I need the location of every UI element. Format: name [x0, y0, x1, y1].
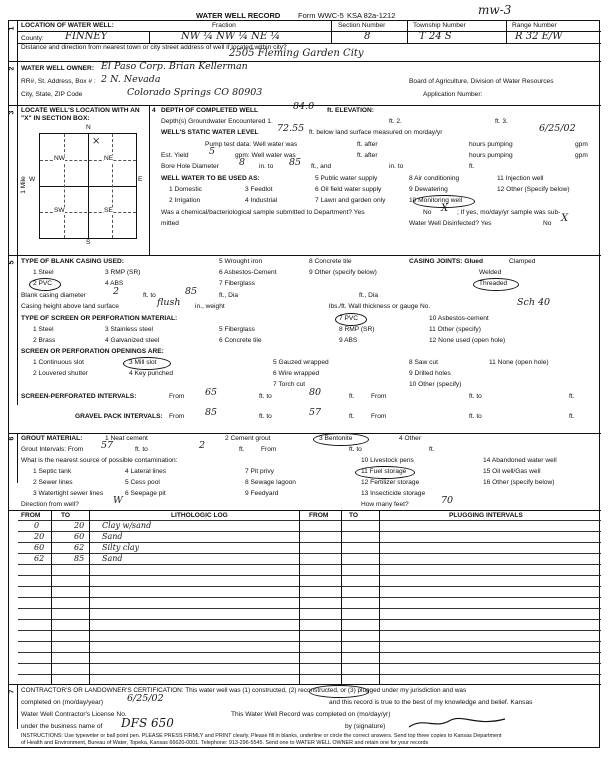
threaded-circle	[473, 278, 519, 291]
grout-to-2: ft. to	[349, 446, 362, 453]
contam-10[interactable]: 10 Livestock pens	[361, 457, 414, 464]
grout-ft-1: ft.	[239, 446, 245, 453]
fraction-value[interactable]: NW ¼ NW ¼ NE ¼	[181, 31, 281, 42]
grout-from-value[interactable]: 57	[101, 440, 114, 451]
groundwater-label: Depth(s) Groundwater Encountered 1.	[161, 118, 273, 125]
grout-intervals-label: Grout Intervals: From	[21, 446, 84, 453]
yield-gpm-end: gpm	[575, 152, 588, 159]
section-2-number: 2	[9, 61, 18, 105]
use-title: WELL WATER TO BE USED AS:	[161, 175, 260, 182]
opening-3[interactable]: 3 Mill slot	[129, 359, 157, 366]
section-6-number: 6	[9, 433, 18, 483]
grout-3[interactable]: 3 Bentonite	[319, 435, 353, 442]
screen-3[interactable]: 3 Stainless steel	[105, 326, 154, 333]
perf-from-2: From	[371, 393, 387, 400]
disinfected-no-mark: X	[561, 213, 569, 224]
yield-label: Est. Yield	[161, 152, 189, 159]
rr-value[interactable]: 2 N. Nevada	[101, 74, 161, 85]
instructions-1: INSTRUCTIONS: Use typewriter or ball point pen. PLEASE PRESS FIRMLY and PRINT clearly. Please fill in blanks, underline or circle the correct answers. Send top three copies to Kansas Department	[21, 733, 502, 739]
section-box[interactable]	[39, 133, 137, 239]
cert-license-label: Water Well Contractor's License No.	[21, 711, 127, 718]
log-cell-to[interactable]: 20	[74, 521, 85, 530]
fraction-label: Fraction	[212, 22, 236, 29]
screen-6[interactable]: 6 Concrete tile	[219, 337, 262, 344]
plug-from-header: FROM	[309, 512, 329, 519]
log-cell-desc[interactable]: Clay w/sand	[102, 521, 152, 530]
contam-15[interactable]: 15 Oil well/Gas well	[483, 468, 541, 475]
constructed-circle	[309, 685, 369, 698]
log-to-header: TO	[61, 512, 71, 519]
plug-to-header: TO	[349, 512, 359, 519]
screen-pvc-circle	[335, 313, 367, 326]
screen-5[interactable]: 5 Fiberglass	[219, 326, 255, 333]
city-label: City, State, ZIP Code	[21, 91, 83, 98]
plugging-header: PLUGGING INTERVALS	[449, 512, 523, 519]
use-8[interactable]: 8 Air conditioning	[409, 175, 460, 182]
grout-to: ft. to	[135, 446, 148, 453]
bore-in-to: in. to	[259, 163, 274, 170]
gravel-ft-2: ft.	[569, 413, 575, 420]
opening-7[interactable]: 7 Torch cut	[273, 381, 306, 388]
owner-label: WATER WELL OWNER:	[21, 65, 95, 72]
bore-in-to-2: in. to	[389, 163, 404, 170]
sec1-title: LOCATION OF WATER WELL:	[21, 22, 114, 29]
contam-title: What is the nearest source of possible contamination:	[21, 457, 178, 464]
log-from-header: FROM	[21, 512, 41, 519]
log-cell-desc[interactable]: Silty clay	[102, 543, 140, 552]
sw-label: SW	[54, 207, 65, 214]
log-cell-from[interactable]: 0	[34, 521, 40, 530]
cert-line-3b: This Water Well Record was completed on (mo/day/yr)	[231, 711, 391, 718]
contam-9[interactable]: 9 Feedyard	[245, 490, 279, 497]
use-3[interactable]: 3 Feedlot	[245, 186, 273, 193]
grout-to-value[interactable]: 2	[199, 440, 206, 451]
casing-9[interactable]: 9 Other (specify below)	[309, 269, 377, 276]
bore-ft: ft., and	[311, 163, 332, 170]
gravel-from-value[interactable]: 85	[205, 407, 218, 418]
use-7[interactable]: 7 Lawn and garden only	[315, 197, 386, 204]
casing-1[interactable]: 1 Steel	[33, 269, 54, 276]
cert-completed-value[interactable]: 6/25/02	[127, 693, 164, 704]
form-number: Form WWC-5	[298, 11, 344, 20]
chem-no[interactable]: No	[423, 209, 432, 216]
township-value[interactable]: T 24 S	[419, 31, 452, 42]
grout-title: GROUT MATERIAL:	[21, 435, 83, 442]
range-label: Range Number	[512, 22, 557, 29]
use-6[interactable]: 6 Oil field water supply	[315, 186, 382, 193]
grout-1[interactable]: 1 Neat cement	[105, 435, 148, 442]
form-title: WATER WELL RECORD	[196, 11, 281, 20]
cert-line-1: CONTRACTOR'S OR LANDOWNER'S CERTIFICATION: This water well was (1) constructed, (2) reconstructed, or (3) plugged under my jurisdiction and was	[21, 687, 467, 694]
distance-label: Distance and direction from nearest town or city street address of well if located within city?	[21, 44, 287, 51]
mill-slot-circle	[123, 357, 171, 370]
township-label: Township Number	[413, 22, 466, 29]
gravel-to-value[interactable]: 57	[309, 407, 322, 418]
contam-14[interactable]: 14 Abandoned water well	[483, 457, 557, 464]
opening-8[interactable]: 8 Saw cut	[409, 359, 438, 366]
cert-business-value[interactable]: DFS 650	[121, 716, 174, 730]
blank-to-value[interactable]: 85	[185, 286, 198, 297]
cert-signature-label: by (signature)	[345, 723, 386, 730]
screen-9[interactable]: 9 ABS	[339, 337, 358, 344]
log-cell-desc[interactable]: Sand	[102, 532, 123, 541]
opening-6[interactable]: 6 Wire wrapped	[273, 370, 320, 377]
cert-completed-label: completed on (mo/day/year)	[21, 699, 104, 706]
log-cell-from[interactable]: 60	[34, 543, 45, 552]
yield-gpm: gpm: Well water was	[235, 152, 296, 159]
contam-8[interactable]: 8 Sewage lagoon	[245, 479, 296, 486]
signature-mark	[405, 715, 515, 731]
elevation-label: ft. ELEVATION:	[327, 107, 375, 114]
blank-dia-2: ft., Dia	[359, 292, 379, 299]
log-cell-to[interactable]: 60	[74, 532, 85, 541]
contam-3[interactable]: 3 Watertight sewer lines	[33, 490, 104, 497]
lbs-label: lbs./ft. Wall thickness or gauge No.	[329, 303, 431, 310]
use-11[interactable]: 11 Injection well	[497, 175, 544, 182]
west-label: W	[29, 176, 36, 183]
perf-to: ft. to	[259, 393, 272, 400]
casing-7[interactable]: 7 Fiberglass	[219, 280, 255, 287]
cert-line-2b: and this record is true to the best of my knowledge and belief. Kansas	[329, 699, 533, 706]
perf-ft-2: ft.	[569, 393, 575, 400]
casing-2[interactable]: 2 PVC	[33, 280, 53, 287]
screen-title: TYPE OF SCREEN OR PERFORATION MATERIAL:	[21, 315, 178, 322]
disinfected-no[interactable]: No	[543, 220, 552, 227]
blank-dia: ft., Dia	[219, 292, 239, 299]
north-label: N	[86, 124, 91, 131]
screen-4[interactable]: 4 Galvanized steel	[105, 337, 160, 344]
gravel-label: GRAVEL PACK INTERVALS:	[75, 413, 163, 420]
screen-1[interactable]: 1 Steel	[33, 326, 54, 333]
screen-7[interactable]: 7 PVC	[339, 315, 359, 322]
blank-in-to: ft. to	[143, 292, 156, 299]
perf-from: From	[169, 393, 185, 400]
openings-title: SCREEN OR PERFORATION OPENINGS ARE:	[21, 348, 164, 355]
contam-13[interactable]: 13 Insecticide storage	[361, 490, 426, 497]
opening-11[interactable]: 11 None (open hole)	[489, 359, 549, 366]
log-cell-from[interactable]: 20	[34, 532, 45, 541]
chem-label: Was a chemical/bacteriological sample submitted to Department? Yes	[161, 209, 365, 216]
chem-no-mark: X	[441, 203, 449, 214]
grout-4[interactable]: 4 Other	[399, 435, 421, 442]
weight-label: in., weight	[195, 303, 225, 310]
use-10[interactable]: 10 Monitoring well	[409, 197, 463, 204]
bore-to-value[interactable]: 85	[289, 157, 302, 168]
yield-hours: hours pumping	[469, 152, 513, 159]
section-value[interactable]: 8	[364, 31, 371, 42]
use-9[interactable]: 9 Dewatering	[409, 186, 448, 193]
log-cell-from[interactable]: 62	[34, 554, 45, 563]
casing-5[interactable]: 5 Wrought iron	[219, 258, 263, 265]
casing-8[interactable]: 8 Concrete tile	[309, 258, 352, 265]
sec3-title: LOCATE WELL'S LOCATION WITH AN "X" IN SECTION BOX:	[21, 107, 140, 122]
section-3-number: 3	[9, 105, 18, 255]
grout-ft-2: ft.	[429, 446, 435, 453]
use-2[interactable]: 2 Irrigation	[169, 197, 201, 204]
use-5[interactable]: 5 Public water supply	[315, 175, 378, 182]
screen-2[interactable]: 2 Brass	[33, 337, 56, 344]
corner-note: mw-3	[478, 3, 512, 17]
gravel-from-2: From	[371, 413, 387, 420]
grout-from-2: From	[261, 446, 277, 453]
contam-4[interactable]: 4 Lateral lines	[125, 468, 167, 475]
static-date[interactable]: 6/25/02	[539, 123, 576, 134]
direction-value[interactable]: W	[113, 495, 123, 506]
contam-12[interactable]: 12 Fertilizer storage	[361, 479, 420, 486]
opening-2[interactable]: 2 Louvered shutter	[33, 370, 88, 377]
form-ksa: KSA 82a-1212	[347, 11, 396, 20]
nw-label: NW	[54, 155, 65, 162]
address-value[interactable]: 2505 Fleming Garden City	[229, 48, 364, 59]
east-label: E	[138, 176, 143, 183]
perf-to-2: ft. to	[469, 393, 482, 400]
pump-hours: hours pumping	[469, 141, 513, 148]
screen-10[interactable]: 10 Asbestos-cement	[429, 315, 489, 322]
rr-label: RR#, St. Address, Box # :	[21, 78, 96, 85]
well-location-x: ×	[92, 136, 101, 147]
casing-title: TYPE OF BLANK CASING USED:	[21, 258, 124, 265]
perf-to-value[interactable]: 80	[309, 387, 322, 398]
static-value[interactable]: 72.55	[277, 123, 305, 134]
application-number: Application Number:	[423, 91, 483, 98]
casing-6[interactable]: 6 Asbestos-Cement	[219, 269, 277, 276]
log-cell-to[interactable]: 85	[74, 554, 85, 563]
casing-3[interactable]: 3 RMP (SR)	[105, 269, 141, 276]
use-1[interactable]: 1 Domestic	[169, 186, 202, 193]
pump-label: Pump test data: Well water was	[205, 141, 298, 148]
lithologic-header: LITHOLOGIC LOG	[171, 512, 228, 519]
section-label: Section Number	[338, 22, 386, 29]
instructions-2: of Health and Environment, Bureau of Water, Topeka, Kansas 66620-0001. Telephone: 913-296-5545. Send one to WATER WELL OWNER and retain one for your records	[21, 740, 429, 746]
section-5-number: 5	[9, 255, 18, 405]
casing-threaded[interactable]: Threaded	[479, 280, 508, 287]
owner-value[interactable]: El Paso Corp. Brian Kellerman	[101, 61, 248, 72]
blank-dia-value[interactable]: 2	[113, 286, 120, 297]
opening-10[interactable]: 10 Other (specify)	[409, 381, 462, 388]
section-1-number: 1	[9, 21, 18, 61]
fuel-storage-circle	[355, 466, 415, 479]
pump-ft-after: ft. after	[357, 141, 378, 148]
log-cell-to[interactable]: 62	[74, 543, 85, 552]
gw-ft2: ft. 2.	[389, 118, 402, 125]
static-label: WELL'S STATIC WATER LEVEL	[161, 129, 259, 136]
contam-16[interactable]: 16 Other (specify below)	[483, 479, 555, 486]
mitted-label: mitted	[161, 220, 179, 227]
bore-label: Bore Hole Diameter	[161, 163, 219, 170]
pvc-circle	[29, 278, 61, 291]
casing-joints: CASING JOINTS: Glued	[409, 258, 484, 265]
perf-from-value[interactable]: 65	[205, 387, 218, 398]
gravel-from: From	[169, 413, 185, 420]
contam-2[interactable]: 2 Sewer lines	[33, 479, 73, 486]
gravel-to: ft. to	[259, 413, 272, 420]
bentonite-circle	[313, 433, 369, 446]
direction-label: Direction from well?	[21, 501, 79, 508]
casing-clamped[interactable]: Clamped	[509, 258, 536, 265]
height-value[interactable]: flush	[157, 297, 181, 308]
use-4[interactable]: 4 Industrial	[245, 197, 278, 204]
county-value[interactable]: FINNEY	[65, 31, 108, 42]
disinfected-label: Water Well Disinfected? Yes	[409, 220, 492, 227]
yield-ft-after: ft. after	[357, 152, 378, 159]
screen-11[interactable]: 11 Other (specify)	[429, 326, 481, 333]
contam-7[interactable]: 7 Pit privy	[245, 468, 274, 475]
log-cell-desc[interactable]: Sand	[102, 554, 123, 563]
grout-2[interactable]: 2 Cement grout	[225, 435, 271, 442]
use-12[interactable]: 12 Other (Specify below)	[497, 186, 570, 193]
bore-ft-2: ft.	[469, 163, 475, 170]
south-label: S	[86, 239, 91, 246]
ne-label: NE	[104, 155, 114, 162]
contam-5[interactable]: 5 Cess pool	[125, 479, 160, 486]
pump-gpm: gpm	[575, 141, 588, 148]
cert-business-label: under the business name of	[21, 723, 103, 730]
contam-1[interactable]: 1 Septic tank	[33, 468, 72, 475]
city-value[interactable]: Colorado Springs CO 80903	[127, 87, 263, 98]
yield-value[interactable]: 5	[209, 146, 216, 157]
perf-label: SCREEN-PERFORATED INTERVALS:	[21, 393, 137, 400]
gravel-ft: ft.	[349, 413, 355, 420]
howmany-label: How many feet?	[361, 501, 409, 508]
section-7-number: 7	[9, 684, 18, 729]
gw-ft3: ft. 3.	[495, 118, 508, 125]
contam-11[interactable]: 11 Fuel storage	[361, 468, 407, 475]
feet-value[interactable]: 70	[441, 495, 454, 506]
opening-4[interactable]: 4 Key punched	[129, 370, 173, 377]
gauge-value[interactable]: Sch 40	[517, 297, 551, 308]
se-label: SE	[104, 207, 113, 214]
opening-5[interactable]: 5 Gauzed wrapped	[273, 359, 329, 366]
screen-8[interactable]: 8 RMP (SR)	[339, 326, 375, 333]
perf-ft: ft.	[349, 393, 355, 400]
contam-6[interactable]: 6 Seepage pit	[125, 490, 166, 497]
county-label: County:	[21, 35, 44, 42]
mile-label: 1 Mile	[19, 176, 27, 194]
board-text: Board of Agriculture, Division of Water Resources	[409, 78, 554, 85]
chem-after: ; If yes, mo/day/yr sample was sub-	[457, 209, 561, 216]
opening-1[interactable]: 1 Continuous slot	[33, 359, 84, 366]
depth-value[interactable]: 84.0	[293, 101, 315, 112]
opening-9[interactable]: 9 Drilled holes	[409, 370, 451, 377]
casing-4[interactable]: 4 ABS	[105, 280, 124, 287]
blank-dia-label: Blank casing diameter	[21, 292, 86, 299]
casing-welded[interactable]: Welded	[479, 269, 502, 276]
depth-label: DEPTH OF COMPLETED WELL	[161, 107, 259, 114]
screen-12[interactable]: 12 None used (open hole)	[429, 337, 506, 344]
height-label: Casing height above land surface	[21, 303, 119, 310]
static-after: ft. below land surface measured on mo/day/yr	[309, 129, 443, 136]
section-4-number: 4	[152, 107, 156, 114]
water-well-record-form	[8, 20, 600, 748]
bore-value[interactable]: 8	[239, 157, 246, 168]
gravel-to-2: ft. to	[469, 413, 482, 420]
range-value[interactable]: R 32 E/W	[515, 31, 563, 42]
